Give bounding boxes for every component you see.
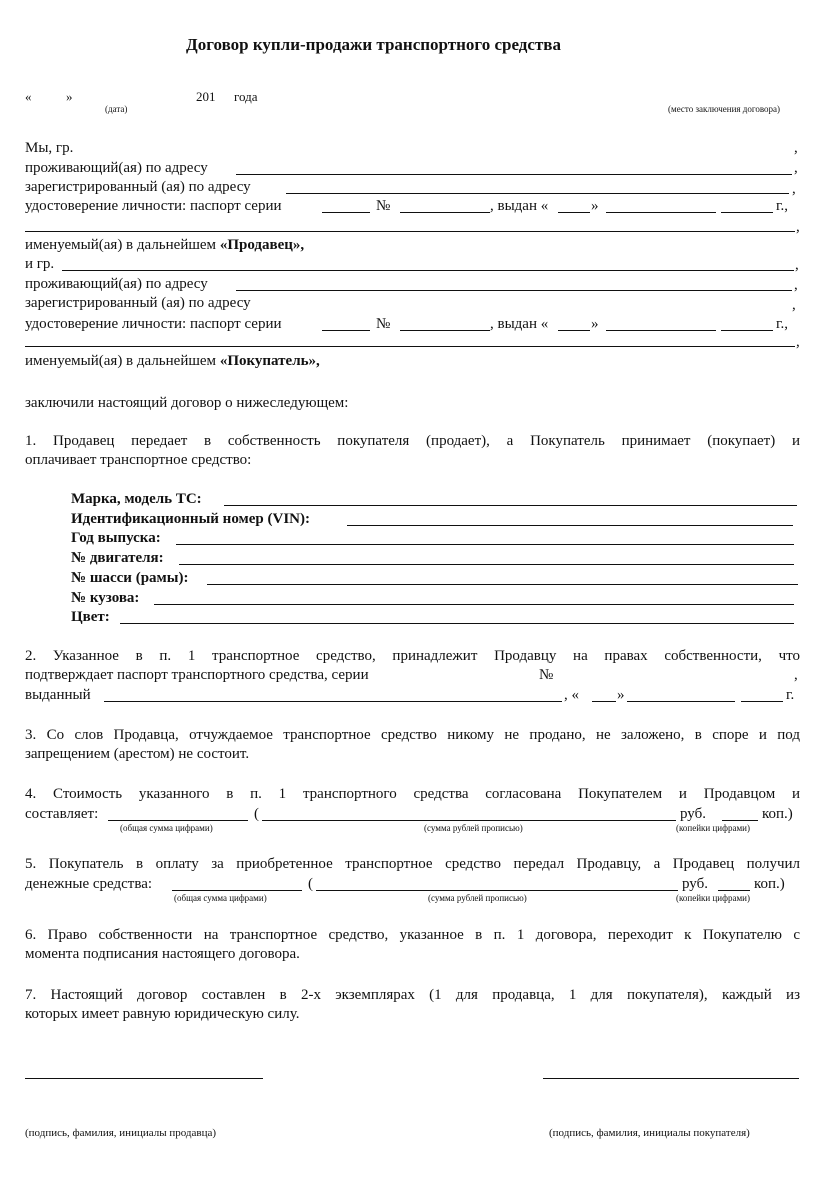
clause4-paren-open: ( — [254, 806, 259, 822]
buyer-residing-label: проживающий(ая) по адресу — [25, 276, 208, 292]
clause5-line1: 5. Покупатель в оплату за приобретенное транспортное средство передал Продавцу, а Продавец получил — [25, 856, 800, 872]
seller-residing-label: проживающий(ая) по адресу — [25, 160, 208, 176]
payment-words-field[interactable] — [316, 890, 678, 891]
buyer-issuer-field[interactable] — [25, 346, 795, 347]
clause2-issued-quote: , « — [564, 687, 579, 703]
clause5-caption-kopecks: (копейки цифрами) — [676, 893, 750, 903]
line-end-comma: , — [792, 181, 796, 197]
buyer-passport-series-field[interactable] — [322, 330, 370, 331]
line-end-comma: , — [794, 140, 798, 156]
vehicle-field-label: Год выпуска: — [71, 530, 161, 546]
clause3-line2: запрещением (арестом) не состоит. — [25, 746, 250, 762]
concluded-text: заключили настоящий договор о нижеследующем: — [25, 395, 349, 411]
seller-id-label: удостоверение личности: паспорт серии — [25, 198, 282, 214]
buyer-named-label: именуемый(ая) в дальнейшем — [25, 353, 217, 369]
buyer-issued-month-field[interactable] — [606, 330, 716, 331]
buyer-issued-label: , выдан « — [490, 316, 549, 332]
document-title: Договор купли-продажи транспортного средства — [186, 35, 561, 54]
line-end-comma: , — [794, 667, 798, 683]
line-end-comma: , — [794, 277, 798, 293]
price-digits-field[interactable] — [108, 820, 248, 821]
vehicle-year-field[interactable] — [176, 544, 794, 545]
seller-passport-number-field[interactable] — [400, 212, 490, 213]
line-end-comma: , — [795, 257, 799, 273]
buyer-and-citizen: и гр. — [25, 256, 55, 272]
seller-registered-field[interactable] — [286, 193, 789, 194]
clause7-line2: которых имеет равную юридическую силу. — [25, 1006, 300, 1022]
clause5-caption-sum: (общая сумма цифрами) — [174, 893, 267, 903]
line-end-comma: , — [796, 334, 800, 350]
seller-issued-month-field[interactable] — [606, 212, 716, 213]
clause5-line2: денежные средства: — [25, 876, 153, 892]
buyer-id-label: удостоверение личности: паспорт серии — [25, 316, 282, 332]
clause2-issued-label: выданный — [25, 687, 91, 703]
place-caption: (место заключения договора) — [668, 104, 781, 114]
vehicle-field-label: № двигателя: — [71, 550, 164, 566]
vehicle-field-label: № шасси (рамы): — [71, 570, 189, 586]
pts-issuer-field[interactable] — [104, 701, 562, 702]
buyer-signature-field[interactable] — [543, 1078, 799, 1079]
clause4-caption-words: (сумма рублей прописью) — [424, 823, 523, 833]
date-caption: (дата) — [105, 104, 128, 114]
pts-issued-year-field[interactable] — [741, 701, 783, 702]
clause4-kop: коп.) — [762, 806, 793, 822]
price-kopecks-field[interactable] — [722, 820, 758, 821]
seller-number-sign: № — [376, 198, 391, 214]
clause5-paren-open: ( — [308, 876, 313, 892]
clause4-line2: составляет: — [25, 806, 99, 822]
clause7-line1: 7. Настоящий договор составлен в 2-х экземплярах (1 для продавца, 1 для покупателя), каждый из — [25, 987, 800, 1003]
buyer-number-sign: № — [376, 316, 391, 332]
seller-named-as — [25, 236, 304, 254]
seller-named-label: именуемый(ая) в дальнейшем — [25, 237, 217, 253]
clause4-caption-kopecks: (копейки цифрами) — [676, 823, 750, 833]
clause6-line1: 6. Право собственности на транспортное средство, указанное в п. 1 договора, переходит к Покупателю с — [25, 927, 800, 943]
clause3-line1: 3. Со слов Продавца, отчуждаемое транспортное средство никому не продано, не заложено, в споре и под — [25, 727, 800, 743]
pts-issued-month-field[interactable] — [627, 701, 735, 702]
vehicle-field-label: № кузова: — [71, 590, 140, 606]
clause2-line1: 2. Указанное в п. 1 транспортное средство, принадлежит Продавцу на правах собственности, что — [25, 648, 800, 664]
pts-issued-day-field[interactable] — [592, 701, 616, 702]
seller-signature-caption: (подпись, фамилия, инициалы продавца) — [25, 1127, 217, 1139]
clause1-line2: оплачивает транспортное средство: — [25, 452, 252, 468]
clause4-rub: руб. — [680, 806, 706, 822]
seller-issued-day-field[interactable] — [558, 212, 590, 213]
buyer-year-abbr: г., — [776, 316, 788, 332]
vehicle-body-field[interactable] — [154, 604, 794, 605]
clause2-year-abbr: г. — [786, 687, 795, 703]
buyer-name-field[interactable] — [62, 270, 794, 271]
vehicle-vin-field[interactable] — [347, 525, 793, 526]
clause4-line1: 4. Стоимость указанного в п. 1 транспортного средства согласована Покупателем и Продавцом и — [25, 786, 800, 802]
buyer-named-as — [25, 352, 320, 370]
payment-digits-field[interactable] — [172, 890, 302, 891]
year-suffix: года — [234, 89, 258, 104]
seller-we-citizen: Мы, гр. — [25, 140, 74, 156]
seller-registered-label: зарегистрированный (ая) по адресу — [25, 179, 251, 195]
seller-issued-quote-close: » — [591, 198, 599, 214]
line-end-comma: , — [796, 219, 800, 235]
seller-issued-year-field[interactable] — [721, 212, 773, 213]
seller-signature-field[interactable] — [25, 1078, 263, 1079]
vehicle-field-label: Марка, модель ТС: — [71, 491, 202, 507]
clause5-kop: коп.) — [754, 876, 785, 892]
buyer-issued-quote-close: » — [591, 316, 599, 332]
clause2-number-sign: № — [539, 667, 554, 683]
buyer-issued-day-field[interactable] — [558, 330, 590, 331]
vehicle-engine-field[interactable] — [179, 564, 794, 565]
clause6-line2: момента подписания настоящего договора. — [25, 946, 300, 962]
buyer-role: «Покупатель», — [219, 353, 320, 369]
seller-residing-field[interactable] — [236, 174, 792, 175]
price-words-field[interactable] — [262, 820, 676, 821]
seller-issuer-field[interactable] — [25, 231, 795, 232]
vehicle-make-model-field[interactable] — [224, 505, 797, 506]
clause5-rub: руб. — [682, 876, 708, 892]
seller-issued-label: , выдан « — [490, 198, 549, 214]
clause4-caption-sum: (общая сумма цифрами) — [120, 823, 213, 833]
clause5-caption-words: (сумма рублей прописью) — [428, 893, 527, 903]
vehicle-color-field[interactable] — [120, 623, 794, 624]
line-end-comma: , — [794, 160, 798, 176]
clause1-line1: 1. Продавец передает в собственность покупателя (продает), а Покупатель принимает (покупает) и — [25, 433, 800, 449]
buyer-signature-caption: (подпись, фамилия, инициалы покупателя) — [549, 1127, 750, 1139]
date-quote-open: « — [25, 89, 32, 104]
line-end-comma: , — [792, 297, 796, 313]
seller-passport-series-field[interactable] — [322, 212, 370, 213]
buyer-registered-label: зарегистрированный (ая) по адресу — [25, 295, 251, 311]
vehicle-field-label: Цвет: — [71, 609, 110, 625]
buyer-issued-year-field[interactable] — [721, 330, 773, 331]
payment-kopecks-field[interactable] — [718, 890, 750, 891]
seller-year-abbr: г., — [776, 198, 788, 214]
buyer-passport-number-field[interactable] — [400, 330, 490, 331]
seller-role: «Продавец», — [219, 237, 305, 253]
date-quote-close: » — [66, 89, 73, 104]
vehicle-chassis-field[interactable] — [207, 584, 798, 585]
year-prefix: 201 — [196, 89, 216, 104]
clause2-line2: подтверждает паспорт транспортного средства, серии — [25, 667, 369, 683]
clause2-quote-close: » — [617, 687, 625, 703]
vehicle-field-label: Идентификационный номер (VIN): — [71, 511, 310, 527]
buyer-residing-field[interactable] — [236, 290, 792, 291]
